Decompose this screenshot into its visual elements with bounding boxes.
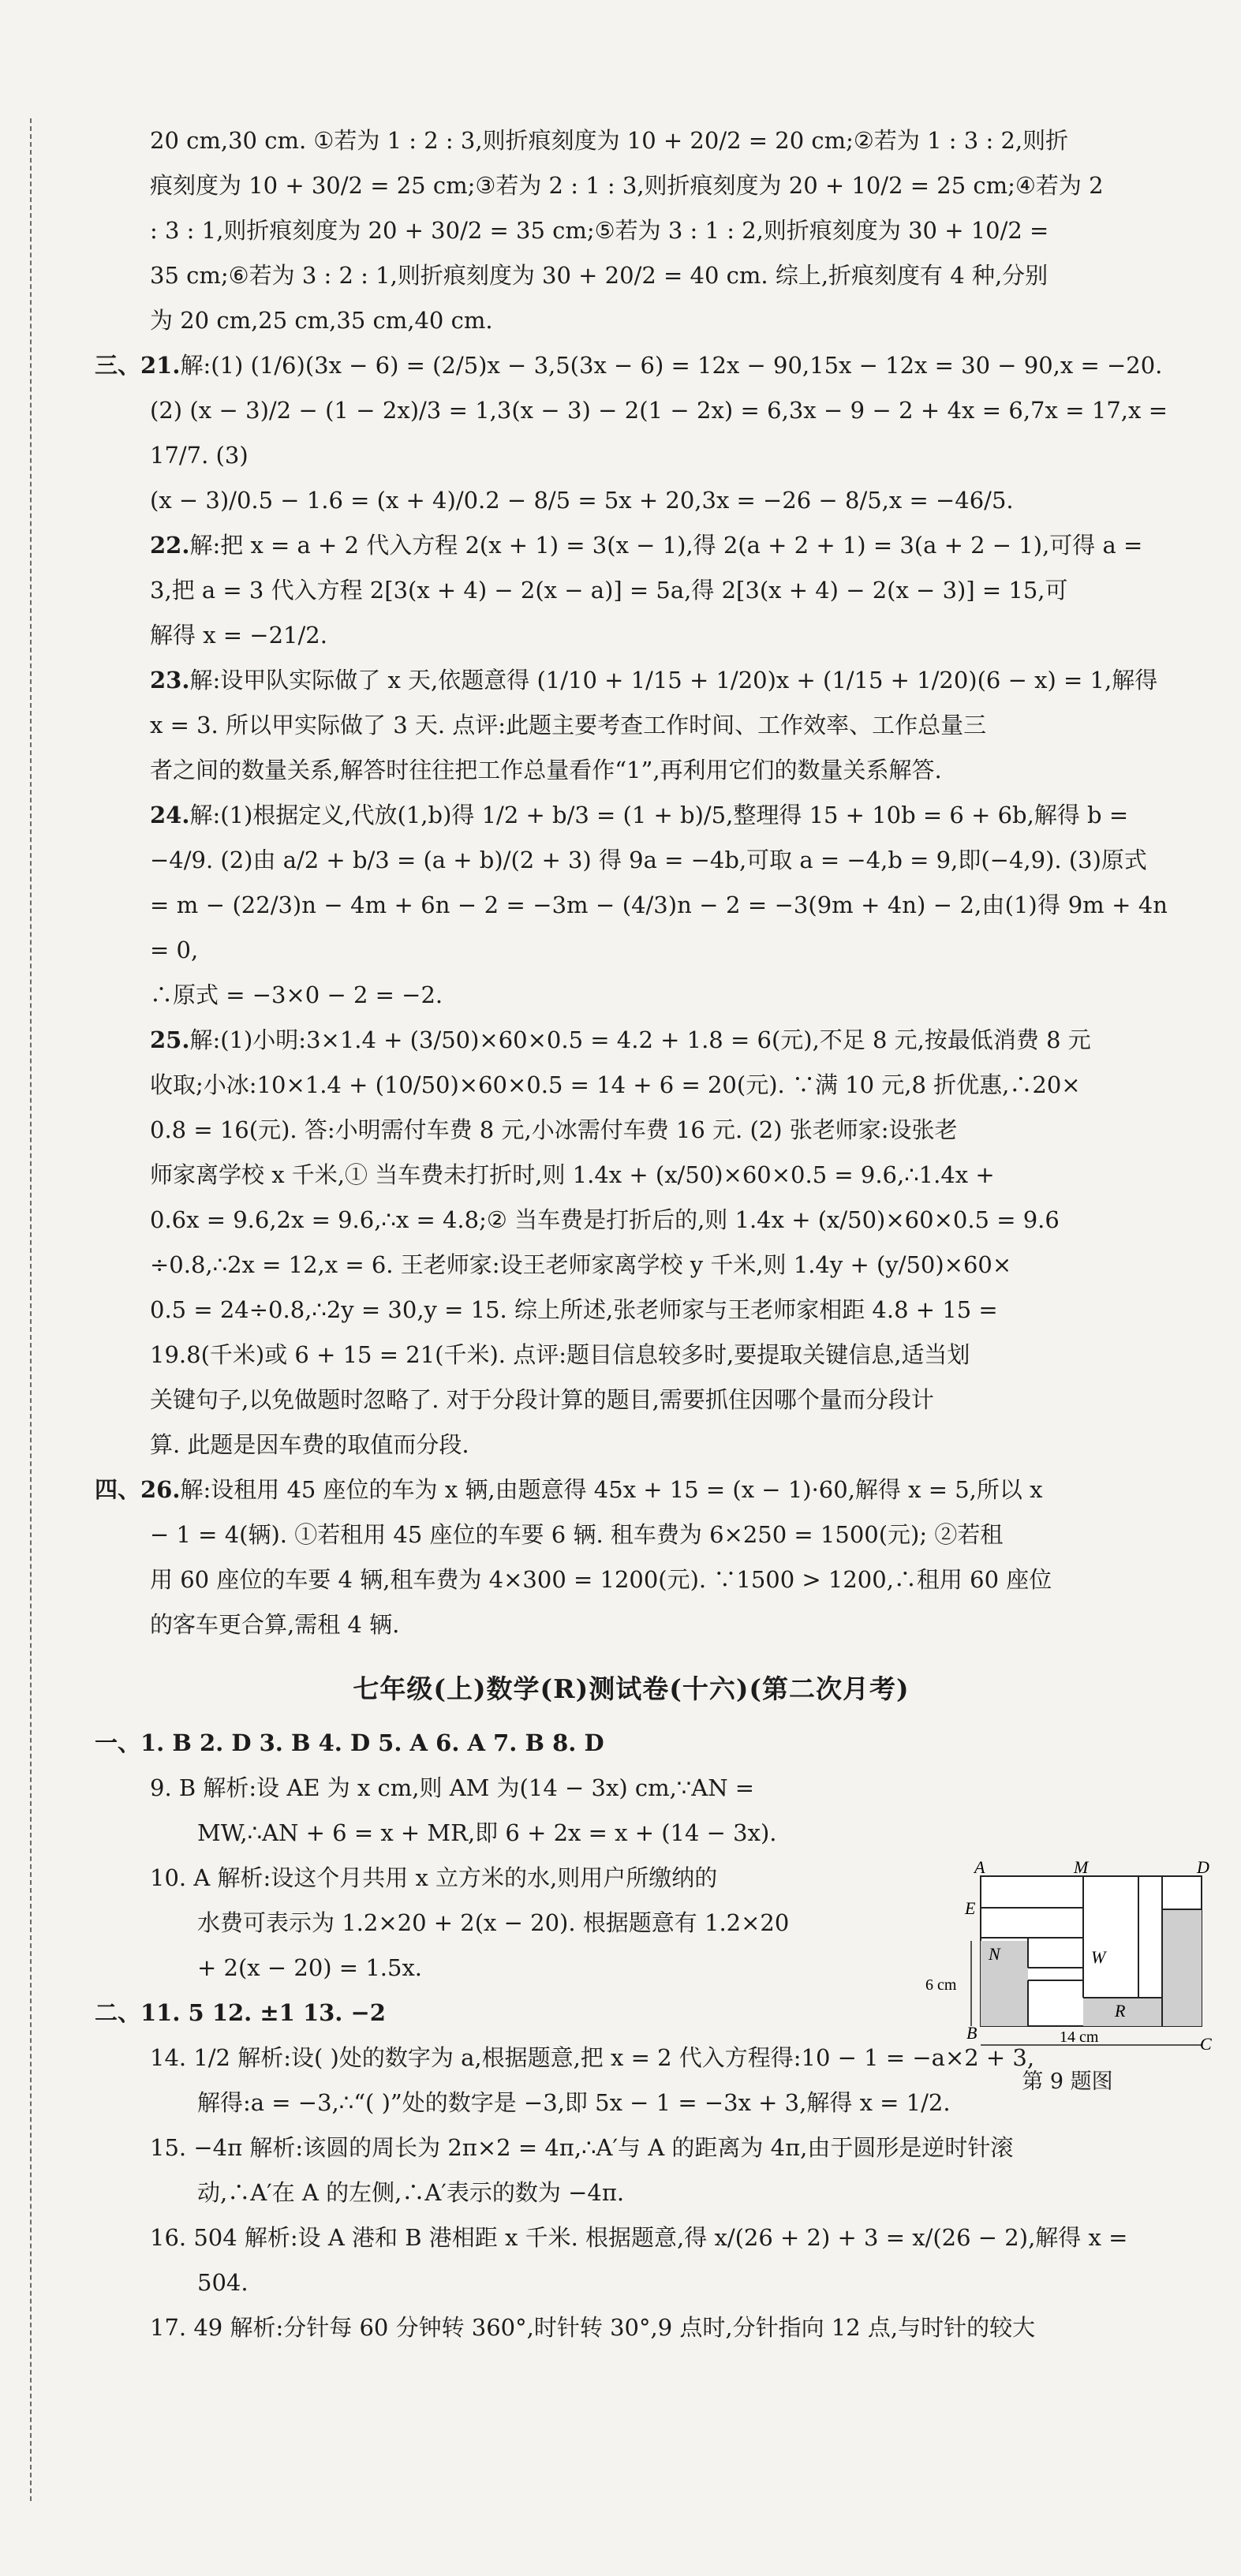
text-line: 0.5 = 24÷0.8,∴2y = 30,y = 15. 综上所述,张老师家与王老师家相距 4.8 + 15 = (150, 1296, 998, 1323)
question-number: 25. (150, 1026, 190, 1053)
text-line: (2) (x − 3)/2 − (1 − 2x)/3 = 1,3(x − 3) − 2(1 − 2x) = 6,3x − 9 − 2 + 4x = 6,7x = 17,x = 17/7. (3) (150, 397, 1168, 469)
shaded-region (1162, 1909, 1202, 2026)
text-line: 解:把 x = a + 2 代入方程 2(x + 1) = 3(x − 1),得 2(a + 2 + 1) = 3(a + 2 − 1),可得 a = (189, 532, 1143, 559)
q26 (95, 1467, 1168, 1647)
text-line: 3,把 a = 3 代入方程 2[3(x + 4) − 2(x − a)] = 5a,得 2[3(x + 4) − 2(x − 3)] = 15,可 (150, 577, 1068, 604)
text-line: 9. B 解析:设 AE 为 x cm,则 AM 为(14 − 3x) cm,∵AN = (150, 1774, 755, 1801)
text-line: 20 cm,30 cm. ①若为 1 : 2 : 3,则折痕刻度为 10 + 20/2 = 20 cm;②若为 1 : 3 : 2,则折 (150, 127, 1069, 154)
text-line: 17. 49 解析:分针每 60 分钟转 360°,时针转 30°,9 点时,分针指向 12 点,与时针的较大 (150, 2314, 1036, 2341)
text-line: = m − (22/3)n − 4m + 6n − 2 = −3m − (4/3)n − 2 = −3(9m + 4n) − 2,由(1)得 9m + 4n = 0, (150, 892, 1168, 963)
text-line: 16. 504 解析:设 A 港和 B 港相距 x 千米. 根据题意,得 x/(26 + 2) + 3 = x/(26 − 2),解得 x = (150, 2224, 1128, 2251)
text-line: 用 60 座位的车要 4 辆,租车费为 4×300 = 1200(元). ∵1500 > 1200,∴租用 60 座位 (150, 1566, 1052, 1593)
figure-caption: 第 9 题图 (1022, 2069, 1113, 2094)
q22 (95, 523, 1168, 658)
text-line: 解:(1)小明:3×1.4 + (3/50)×60×0.5 = 4.2 + 1.8 = 6(元),不足 8 元,按最低消费 8 元 (189, 1026, 1091, 1053)
label-m: M (1074, 1857, 1089, 1877)
question-number: 23. (150, 667, 190, 694)
text-line: 19.8(千米)或 6 + 15 = 21(千米). 点评:题目信息较多时,要提取关键信息,适当划 (150, 1341, 970, 1368)
text-line: 者之间的数量关系,解答时往往把工作总量看作“1”,再利用它们的数量关系解答. (150, 757, 942, 783)
q25 (95, 1018, 1168, 1467)
text-line: 师家离学校 x 千米,① 当车费未打折时,则 1.4x + (x/50)×60×0.5 = 9.6,∴1.4x + (150, 1161, 995, 1188)
rectangle-diagram (925, 1857, 1212, 2059)
text-line: 35 cm;⑥若为 3 : 2 : 1,则折痕刻度为 30 + 20/2 = 40 cm. 综上,折痕刻度有 4 种,分别 (150, 262, 1048, 289)
text-line: x = 3. 所以甲实际做了 3 天. 点评:此题主要考查工作时间、工作效率、工作总量三 (150, 712, 987, 738)
text-line: 算. 此题是因车费的取值而分段. (150, 1431, 469, 1458)
choice-answers: 一、1. B 2. D 3. B 4. D 5. A 6. A 7. B 8. D (95, 1729, 604, 1756)
text-line: 动,∴A′在 A 的左侧,∴A′表示的数为 −4π. (197, 2179, 625, 2206)
text-line: 收取;小冰:10×1.4 + (10/50)×60×0.5 = 14 + 6 = 20(元). ∵满 10 元,8 折优惠,∴20× (150, 1071, 1081, 1098)
text-line: 水费可表示为 1.2×20 + 2(x − 20). 根据题意有 1.2×20 (197, 1909, 790, 1936)
text-line: 解:设甲队实际做了 x 天,依题意得 (1/10 + 1/15 + 1/20)x + (1/15 + 1/20)(6 − x) = 1,解得 (189, 667, 1158, 694)
text-line: 504. (197, 2269, 249, 2296)
text-line: 0.6x = 9.6,2x = 9.6,∴x = 4.8;② 当车费是打折后的,则 1.4x + (x/50)×60×0.5 = 9.6 (150, 1206, 1060, 1233)
text-line: 为 20 cm,25 cm,35 cm,40 cm. (150, 307, 493, 334)
label-d: D (1197, 1857, 1209, 1877)
text-line: : 3 : 1,则折痕刻度为 20 + 30/2 = 35 cm;⑤若为 3 : 1 : 2,则折痕刻度为 30 + 10/2 = (150, 217, 1049, 244)
height-label: 6 cm (925, 1976, 957, 1994)
text-line: (x − 3)/0.5 − 1.6 = (x + 4)/0.2 − 8/5 = 5x + 20,3x = −26 − 8/5,x = −46/5. (150, 487, 1014, 514)
text-line: −4/9. (2)由 a/2 + b/3 = (a + b)/(2 + 3) 得 9a = −4b,可取 a = −4,b = 9,即(−4,9). (3)原式 (150, 847, 1147, 873)
text-line: − 1 = 4(辆). ①若租用 45 座位的车要 6 辆. 租车费为 6×250 = 1500(元); ②若租 (150, 1521, 1004, 1548)
fill-answers: 二、11. 5 12. ±1 13. −2 (95, 1999, 386, 2026)
text-line: 痕刻度为 10 + 30/2 = 25 cm;③若为 2 : 1 : 3,则折痕刻度为 20 + 10/2 = 25 cm;④若为 2 (150, 172, 1104, 199)
q23 (95, 658, 1168, 793)
label-r: R (1115, 2001, 1126, 2021)
text-line: 解得:a = −3,∴“( )”处的数字是 −3,即 5x − 1 = −3x + 3,解得 x = 1/2. (197, 2089, 951, 2116)
shaded-region (981, 1941, 1028, 2026)
label-a: A (974, 1857, 985, 1877)
q24 (95, 793, 1168, 1018)
question-number: 四、26. (95, 1476, 181, 1503)
figure-q9 (925, 1857, 1212, 2059)
label-n: N (989, 1944, 1000, 1964)
part-one (95, 1721, 820, 1991)
label-w: W (1091, 1947, 1106, 1967)
text-line: 的客车更合算,需租 4 辆. (150, 1611, 400, 1638)
text-line: ∴原式 = −3×0 − 2 = −2. (150, 981, 443, 1008)
label-b: B (966, 2023, 977, 2043)
text-line: MW,∴AN + 6 = x + MR,即 6 + 2x = x + (14 − 3x). (197, 1819, 777, 1846)
text-line: 关键句子,以免做题时忽略了. 对于分段计算的题目,需要抓住因哪个量而分段计 (150, 1386, 934, 1413)
q21 (95, 343, 1168, 523)
text-line: + 2(x − 20) = 1.5x. (197, 1954, 423, 1981)
section-title: 七年级(上)数学(R)测试卷(十六)(第二次月考) (353, 1673, 910, 1704)
question-number: 24. (150, 802, 190, 828)
text-line: 解得 x = −21/2. (150, 622, 327, 649)
text-line: 解:(1) (1/6)(3x − 6) = (2/5)x − 3,5(3x − 6) = 12x − 90,15x − 12x = 30 − 90,x = −20. (180, 352, 1163, 379)
question-number: 三、21. (95, 352, 181, 379)
text-line: 15. −4π 解析:该圆的周长为 2π×2 = 4π,∴A′与 A 的距离为 4π,由于圆形是逆时针滚 (150, 2134, 1014, 2161)
text-line: 解:设租用 45 座位的车为 x 辆,由题意得 45x + 15 = (x − 1)·60,解得 x = 5,所以 x (180, 1476, 1043, 1503)
question-number: 22. (150, 532, 190, 559)
text-line: 14. 1/2 解析:设( )处的数字为 a,根据题意,把 x = 2 代入方程得:10 − 1 = −a×2 + 3, (150, 2044, 1035, 2071)
binding-margin (30, 118, 32, 2501)
label-e: E (965, 1898, 976, 1918)
text-line: 0.8 = 16(元). 答:小明需付车费 8 元,小冰需付车费 16 元. (2) 张老师家:设张老 (150, 1116, 958, 1143)
text-line: 10. A 解析:设这个月共用 x 立方米的水,则用户所缴纳的 (150, 1864, 718, 1891)
width-label: 14 cm (1060, 2028, 1099, 2046)
q20-continuation (95, 118, 1168, 343)
label-c: C (1200, 2034, 1212, 2054)
text-line: 解:(1)根据定义,代放(1,b)得 1/2 + b/3 = (1 + b)/5,整理得 15 + 10b = 6 + 6b,解得 b = (189, 802, 1129, 828)
text-line: ÷0.8,∴2x = 12,x = 6. 王老师家:设王老师家离学校 y 千米,则 1.4y + (y/50)×60× (150, 1251, 1012, 1278)
